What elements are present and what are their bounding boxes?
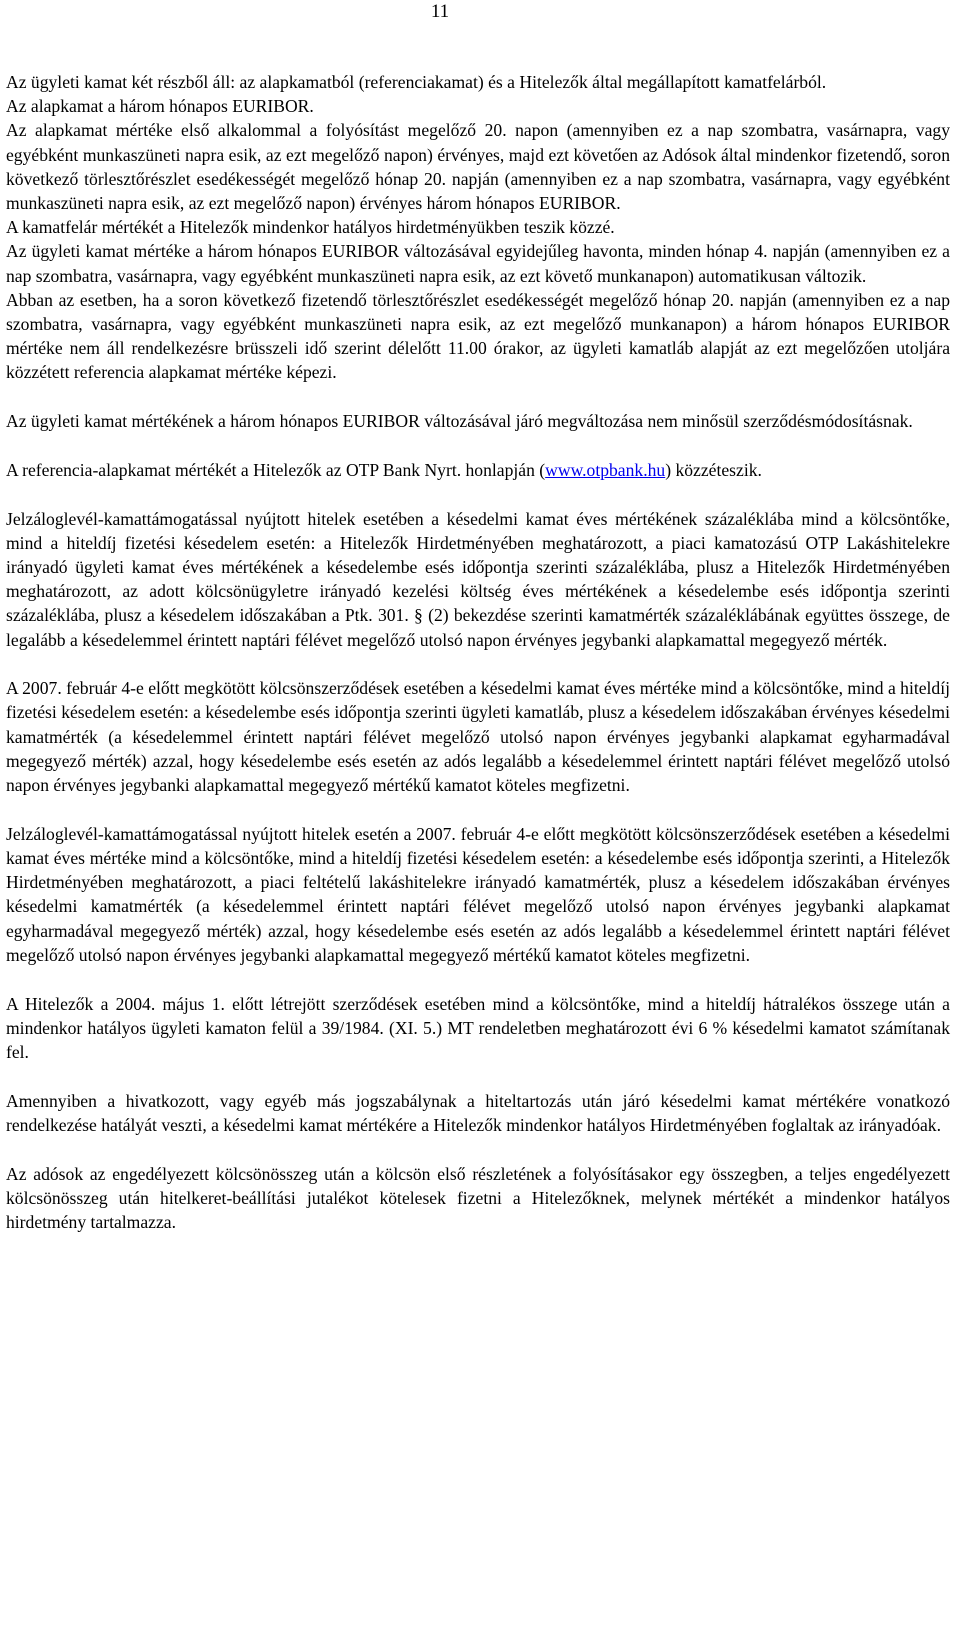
paragraph-credit-line-fee: Az adósok az engedélyezett kölcsönösszeg után a kölcsön első részletének a folyósításakor egy összegben, a teljes engedélyezett kölcsönösszeg után hitelkeret-beállítási jutalékot kötelesek fizetni a Hitelezőknek, melynek mértékét a mindenkor hatályos hirdetmény tartalmazza. (6, 1163, 950, 1232)
paragraph-base-rate: Az alapkamat a három hónapos EURIBOR. (6, 96, 314, 117)
paragraph-late-interest-subsidized-before-2007: Jelzáloglevél-kamattámogatással nyújtott hitelek esetén a 2007. február 4-e előtt megkötött kölcsönszerződések esetében a késedelmi kamat éves mértéke mind a kölcsöntőke, mind a hiteldíj fizetési késedelem esetén: a késedelembe esés időpontja szerinti, a Hitelezők Hirdetményében meghatározott, a piaci feltételű lakáshitelekre irányadó kamatmérték, plusz a késedelem időszakában érvényes késedelmi kamatmérték (a késedelemmel érintett naptári félévet megelőző utolsó napon érvényes jegybanki alapkamat egyharmadával megegyező mérték) azzal, hogy késedelembe esés esetén az adós legalább a késedelemmel érintett naptári félévet megelőző utolsó napon érvényes jegybanki alapkamattal megegyező mértékű kamatot köteles megfizetni. (6, 823, 950, 965)
paragraph-reference-rate-publication (6, 458, 950, 482)
document-body (6, 70, 950, 1234)
otpbank-link[interactable]: www.otpbank.hu (545, 459, 666, 480)
reference-rate-text-end: ) közzéteszik. (665, 459, 762, 480)
page-number: 11 (430, 1, 450, 22)
paragraph-late-interest-before-2007: A 2007. február 4-e előtt megkötött kölcsönszerződések esetében a késedelmi kamat éves mértéke mind a kölcsöntőke, mind a hiteldíj fizetési késedelem esetén: a késedelembe esés időpontja szerinti ügyleti kamatláb, plusz a késedelem időszakában érvényes késedelmi kamatmérték (a késedelemmel érintett naptári félévet megelőző utolsó napon érvényes jegybanki alapkamat egyharmadával megegyező mérték) azzal, hogy késedelembe esés esetén az adós legalább a késedelemmel érintett naptári félévet megelőző utolsó napon érvényes jegybanki alapkamattal megegyező mértékű kamatot köteles megfizetni. (6, 678, 950, 796)
paragraph-not-contract-modification: Az ügyleti kamat mértékének a három hónapos EURIBOR változásával járó megváltozása nem minősül szerződésmódosításnak. (6, 411, 913, 432)
paragraph-regulation-change: Amennyiben a hivatkozott, vagy egyéb más jogszabálynak a hiteltartozás után járó késedelmi kamat mértékére vonatkozó rendelkezése hatályát veszti, a késedelmi kamat mértékére a Hitelezők mindenkor hatályos Hirdetményében foglaltak az irányadóak. (6, 1090, 950, 1135)
paragraph-margin-publication: A kamatfelár mértékét a Hitelezők mindenkor hatályos hirdetményükben teszik közzé. (6, 217, 615, 238)
paragraph-euribor-unavailable: Abban az esetben, ha a soron következő fizetendő törlesztőrészlet esedékességét megelőző hónap 20. napján (amennyiben ez a nap szombatra, vasárnapra, vagy egyébként munkaszüneti napra esik, az ezt megelőző munkanapon) a három hónapos EURIBOR mértéke nem áll rendelkezésre brüsszeli idő szerint délelőtt 11.00 órakor, az ügyleti kamatláb alapját az ezt megelőzően utoljára közzétett referencia alapkamat mértéke képezi. (6, 289, 950, 383)
paragraph-late-interest-subsidized: Jelzáloglevél-kamattámogatással nyújtott hitelek esetében a késedelmi kamat éves mértékének százaléklába mind a kölcsöntőke, mind a hiteldíj fizetési késedelem esetén: a Hitelezők Hirdetményében meghatározott, a piaci kamatozású OTP Lakáshitelekre irányadó ügyleti kamat éves mértékének a késedelembe esés időpontja szerinti százaléklába, plusz a Hitelezők Hirdetményében meghatározott, az adott kölcsönügyletre irányadó kezelési költség éves mértékének a késedelembe esés időpontja szerinti százaléklába, plusz a késedelem időszakában a Ptk. 301. § (2) bekezdése szerinti kamatmérték százaléklábának együttes összege, de legalább a késedelemmel érintett naptári félévet megelőző utolsó napon érvényes jegybanki alapkamattal megegyező mérték. (6, 508, 950, 650)
paragraph-base-rate-first-setting: Az alapkamat mértéke első alkalommal a folyósítást megelőző 20. napon (amennyiben ez a nap szombatra, vasárnapra, vagy egyébként munkaszüneti napra esik, az ezt megelőző napon) érvényes, majd ezt követően az Adósok által mindenkor fizetendő, soron következő törlesztőrészlet esedékességét megelőző hónap 20. napján (amennyiben ez a nap szombatra, vasárnapra, vagy egyébként munkaszüneti napra esik, az ezt megelőző napon) érvényes három hónapos EURIBOR. (6, 120, 950, 214)
paragraph-rate-change: Az ügyleti kamat mértéke a három hónapos EURIBOR változásával egyidejűleg havonta, minden hónap 4. napján (amennyiben ez a nap szombatra, vasárnapra, vagy egyébként munkaszüneti napra esik, az ezt követő munkanapon) automatikusan változik. (6, 241, 950, 286)
reference-rate-text: A referencia-alapkamat mértékét a Hitelezők az OTP Bank Nyrt. honlapján ( (6, 459, 546, 480)
paragraph-late-interest-before-2004: A Hitelezők a 2004. május 1. előtt létrejött szerződések esetében mind a kölcsöntőke, mind a hiteldíj hátralékos összege után a mindenkor hatályos ügyleti kamaton felül a 39/1984. (XI. 5.) MT rendeletben meghatározott évi 6 % késedelmi kamatot számítanak fel. (6, 993, 950, 1062)
paragraph-interest-components: Az ügyleti kamat két részből áll: az alapkamatból (referenciakamat) és a Hitelezők által megállapított kamatfelárból. (6, 72, 827, 92)
